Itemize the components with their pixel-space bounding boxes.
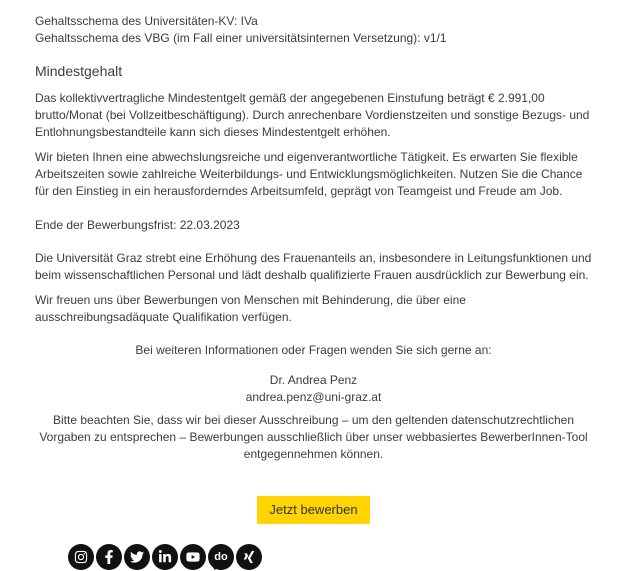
- instagram-icon[interactable]: [68, 544, 94, 570]
- apply-now-button[interactable]: Jetzt bewerben: [257, 496, 369, 524]
- disability-statement-paragraph: Wir freuen uns über Bewerbungen von Menschen mit Behinderung, die über eine ausschreibungsadäquate Qualifikation verfügen.: [35, 293, 466, 324]
- contact-section: [35, 342, 592, 463]
- linkedin-icon[interactable]: [152, 544, 178, 570]
- salary-scheme-vbg: Gehaltsschema des VBG (im Fall einer universitätsinternen Versetzung): v1/1: [35, 31, 447, 45]
- contact-person-block: [35, 372, 592, 406]
- twitter-icon[interactable]: [124, 544, 150, 570]
- minimum-salary-paragraph: Das kollektivvertragliche Mindestentgelt gemäß der angegebenen Einstufung beträgt € 2.991,00 brutto/Monat (bei Vollzeitbeschäftigung). Durch anrechenbare Vordienstzeiten und sonstige Bezugs- und Entlohnungsbestandteile kann sich dieses Mindestentgelt erhöhen.: [35, 91, 590, 139]
- social-icons-row: [68, 544, 592, 570]
- contact-intro-text: Bei weiteren Informationen oder Fragen wenden Sie sich gerne an:: [135, 343, 492, 357]
- youtube-icon[interactable]: [180, 544, 206, 570]
- contact-email-link[interactable]: andrea.penz@uni-graz.at: [245, 390, 382, 404]
- facebook-icon[interactable]: [96, 544, 122, 570]
- privacy-note-paragraph: Bitte beachten Sie, dass wir bei dieser Ausschreibung – um den geltenden datenschutzrechtlichen Vorgaben zu entsprechen – Bewerbungen ausschließlich über unser webbasiertes BewerberInnen-Tool entgegennehmen können.: [39, 413, 588, 461]
- contact-person-name: Dr. Andrea Penz: [269, 373, 358, 387]
- xing-icon[interactable]: [236, 544, 262, 570]
- equality-statement-paragraph: Die Universität Graz strebt eine Erhöhung des Frauenanteils an, insbesondere in Leitungsfunktionen und beim wissenschaftlichen Personal und lädt deshalb qualifizierte Frauen ausdrücklich zur Bewerbung ein.: [35, 251, 592, 282]
- job-benefits-paragraph: Wir bieten Ihnen eine abwechslungsreiche und eigenverantwortliche Tätigkeit. Es erwarten Sie flexible Arbeitszeiten sowie zahlreiche Weiterbildungs- und Entwicklungsmöglichkeiten. Nutzen Sie die Chance für den Einstieg in ein herausforderndes Arbeitsumfeld, geprägt von Teamgeist und Freude am Job.: [35, 150, 583, 198]
- minimum-salary-heading: Mindestgehalt: [35, 63, 123, 79]
- application-deadline: Ende der Bewerbungsfrist: 22.03.2023: [35, 218, 240, 232]
- do-icon[interactable]: do: [208, 544, 234, 570]
- apply-button-row: [35, 496, 592, 524]
- salary-scheme-kv: Gehaltsschema des Universitäten-KV: IVa: [35, 14, 258, 28]
- salary-scheme-block: [35, 13, 592, 47]
